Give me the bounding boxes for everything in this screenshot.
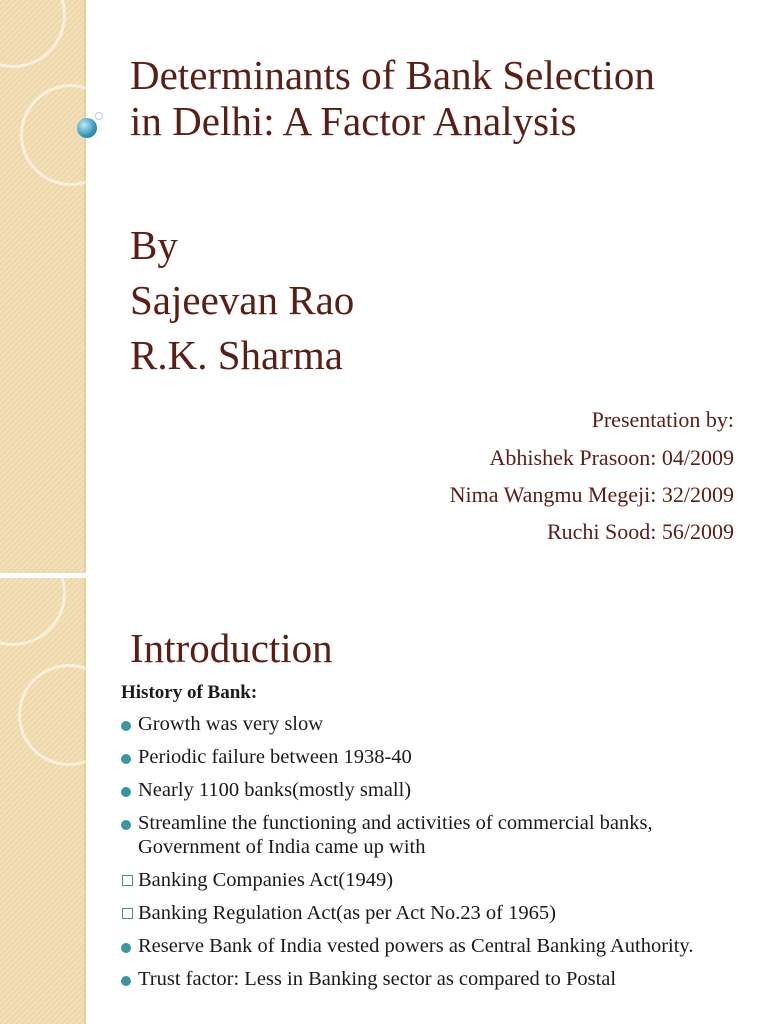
strip-edge xyxy=(84,578,86,1024)
list-item-text: Trust factor: Less in Banking sector as compared to Postal xyxy=(138,968,617,990)
list-item-text: Periodic failure between 1938-40 xyxy=(138,746,412,768)
list-item-text: Growth was very slow xyxy=(138,713,324,735)
authors-block xyxy=(130,218,354,383)
list-item-text: Streamline the functioning and activities of commercial banks, Government of India came up with xyxy=(138,812,653,858)
square-bullet-icon xyxy=(122,875,133,886)
list-item xyxy=(121,868,751,892)
small-orb-icon xyxy=(95,112,103,120)
bullet-dot-icon xyxy=(121,943,131,953)
decorative-ring xyxy=(18,664,120,766)
presenter-2: Nima Wangmu Megeji: 32/2009 xyxy=(449,482,734,507)
bullet-dot-icon xyxy=(121,721,131,731)
presenter-3: Ruchi Sood: 56/2009 xyxy=(546,519,734,544)
presented-heading: Presentation by: xyxy=(591,407,734,432)
list-item-text: Reserve Bank of India vested powers as Central Banking Authority. xyxy=(138,935,694,957)
list-item xyxy=(121,901,751,925)
square-bullet-icon xyxy=(122,908,133,919)
slide-title: Introduction xyxy=(130,625,333,671)
list-item xyxy=(121,811,751,859)
decorative-ring xyxy=(20,84,122,186)
subheading: History of Bank: xyxy=(121,682,258,703)
list-item xyxy=(121,778,751,802)
list-item xyxy=(121,712,751,736)
list-item xyxy=(121,934,751,958)
title-line-1: Determinants of Bank Selection xyxy=(130,52,655,98)
list-item-text: Nearly 1100 banks(mostly small) xyxy=(138,779,412,801)
list-item-text: Banking Regulation Act(as per Act No.23 of 1965) xyxy=(138,902,556,924)
bullet-dot-icon xyxy=(121,820,131,830)
slide-body xyxy=(121,682,751,1000)
bullet-dot-icon xyxy=(121,976,131,986)
presenter-1: Abhishek Prasoon: 04/2009 xyxy=(489,445,734,470)
list-item-text: Banking Companies Act(1949) xyxy=(138,869,394,891)
title-line-2: in Delhi: A Factor Analysis xyxy=(130,97,577,144)
list-item xyxy=(121,745,751,769)
blue-orb-icon xyxy=(77,118,97,138)
by-label: By xyxy=(130,222,178,268)
slide-title xyxy=(130,53,655,145)
author-2: R.K. Sharma xyxy=(130,332,343,378)
bullet-dot-icon xyxy=(121,754,131,764)
list-item xyxy=(121,967,751,991)
author-1: Sajeevan Rao xyxy=(130,277,355,323)
introduction-slide xyxy=(0,578,768,1024)
bullet-dot-icon xyxy=(121,787,131,797)
